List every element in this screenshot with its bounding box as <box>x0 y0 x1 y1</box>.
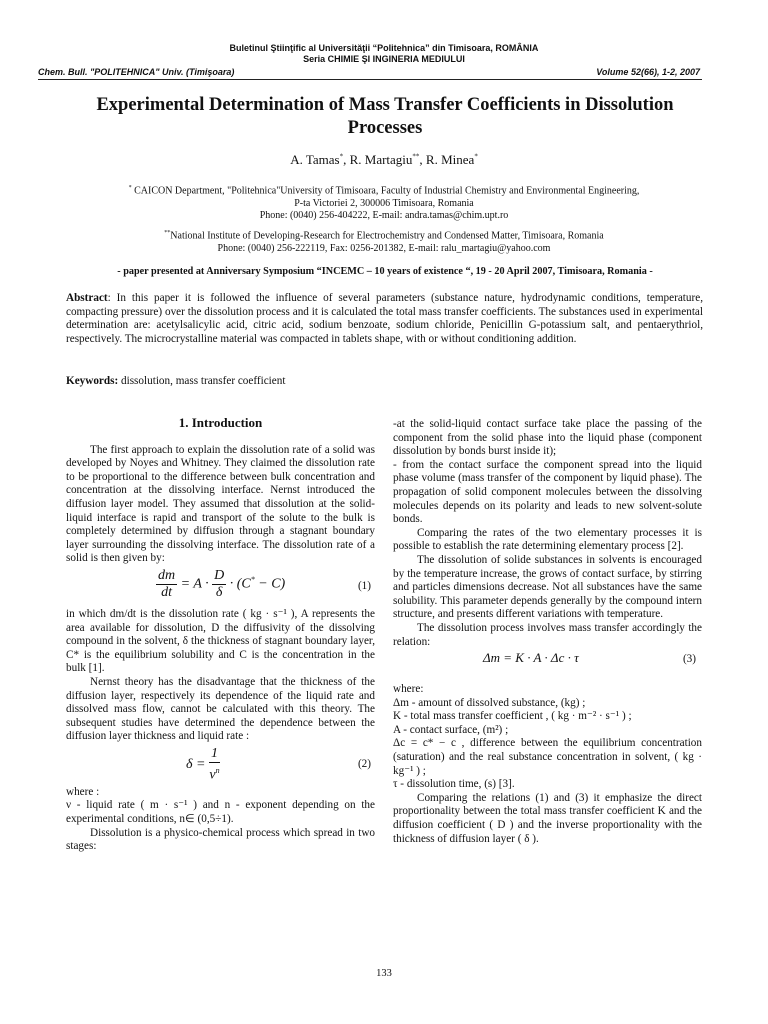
keywords-text: dissolution, mass transfer coefficient <box>118 375 286 387</box>
paper-title: Experimental Determination of Mass Transfer Coefficients in Dissolution Processes <box>96 95 674 138</box>
header-divider <box>38 79 702 80</box>
paragraph: Dissolution is a physico-chemical process which spread in two stages: <box>66 826 375 853</box>
abstract-text: : In this paper it is followed the influence of several parameters (substance nature, hydrodynamic conditions, temperature, compacting pressure) over the dissolution process and it is calculated the total mass transfer coefficients. The substances used in experimental determination are: acetylsalicylic acid, citric acid, sodium benzoate, sodium chloride, Penicillin G-potassium salt, and pentaerythriol, respectively. The microcrystalline material was compacted in tablets shape, with or without conditioning addition. <box>66 292 703 345</box>
affiliation-mark: ** <box>164 230 171 236</box>
journal-name: Chem. Bull. "POLITEHNICA" Univ. (Timişoara) <box>38 67 235 77</box>
abstract-label: Abstract <box>66 292 108 304</box>
paragraph: in which dm/dt is the dissolution rate ( kg · s⁻¹ ), A represents the area available for dissolution, D the diffusivity of the dissolving compound in the solvent, δ the thickness of stagnant boundary layer, C* is the equilibrium solubility and C is the concentration in the bulk [1]. <box>66 607 375 675</box>
paragraph: -at the solid-liquid contact surface take place the passing of the component from the solid phase into the liquid phase (component dissolution by bonds burst inside it); <box>393 418 702 458</box>
equation-2 <box>66 746 375 784</box>
author-list: A. Tamas*, R. Martagiu**, R. Minea* <box>290 152 478 167</box>
affiliation-1 <box>50 182 718 223</box>
author-name: R. Martagiu <box>349 152 413 167</box>
affiliation-line: P-ta Victoriei 2, 300006 Timisoara, Romania <box>294 197 474 209</box>
author-mark: * <box>474 152 478 161</box>
paragraph: The dissolution of solide substances in solvents is encouraged by the temperature increase, the grows of contact surface, by stirring and particles dimensions decrease. Not all substances have the same solubility. This parameter depends generally by the compound intern structure, and presents different variations with temperature. <box>393 553 702 621</box>
definition: τ - dissolution time, (s) [3]. <box>393 778 515 791</box>
equation-3 <box>393 651 702 671</box>
definition: Δc = c* − c , difference between the equilibrium concentration (saturation) and the real substance concentration in solvent, ( kg · kg⁻¹ ) ; <box>393 737 702 777</box>
journal-volume: Volume 52(66), 1-2, 2007 <box>596 67 700 77</box>
affiliation-line: CAICON Department, "Politehnica"University of Timisoara, Faculty of Industrial Chemistry and Environmental Engineering, <box>134 185 640 197</box>
right-column <box>393 418 702 846</box>
equation-number: (2) <box>357 757 371 770</box>
equation-number: (1) <box>357 579 371 592</box>
definition: K - total mass transfer coefficient , ( kg · m⁻² · s⁻¹ ) ; <box>393 710 632 723</box>
equation-body: Δm = K · A · Δc · τ <box>483 650 579 666</box>
author-name: A. Tamas <box>290 152 340 167</box>
equation-body: $\frac{dm}{dt}$ = A · $\frac{D}{\delta}$ · (C* − C) <box>158 567 286 600</box>
affiliation-mark: * <box>128 185 132 191</box>
journal-header-line1: Buletinul Ştiinţific al Universităţii “Politehnica” din Timisoara, ROMÂNIA <box>229 43 539 53</box>
equation-number: (3) <box>682 653 696 666</box>
abstract <box>66 292 703 346</box>
equation-body: δ = $\frac{1}{\nu^n}$ <box>186 745 220 783</box>
paragraph: Comparing the relations (1) and (3) it emphasize the direct proportionality between the total mass transfer coefficient K and the diffusion coefficient ( D ) and the inverse proportionality with the thickness of diffusion layer ( δ ). <box>393 791 702 845</box>
page-number: 133 <box>376 968 392 979</box>
affiliation-contact: Phone: (0040) 256-404222, E-mail: andra.tamas@chim.upt.ro <box>259 210 509 222</box>
author-mark: * <box>339 152 344 161</box>
keywords <box>66 375 703 387</box>
definition: A - contact surface, (m²) ; <box>393 723 509 736</box>
paragraph: - from the contact surface the component spread into the liquid phase volume (mass transfer of the component by liquid phase). The propagation of solid component molecules between the dissolving molecules depends on its polarity and leads to new solvent-solute bonds. <box>393 458 702 526</box>
paragraph: ν - liquid rate ( m · s⁻¹ ) and n - exponent depending on the experimental conditions, n∈ (0,5÷1). <box>66 799 375 826</box>
equation-1 <box>66 568 375 606</box>
affiliation-line: National Institute of Developing-Research for Electrochemistry and Condensed Matter, Timisoara, Romania <box>170 230 604 242</box>
paragraph: The first approach to explain the dissolution rate of a solid was developed by Noyes and Whitney. They claimed the dissolution rate to be proportional to the difference between bulk concentration and concentration at the dissolving interface. Nernst introduced the diffusion layer model. They assumed that dissolution at the solid-liquid interface is rapid and transport of the solute to the bulk is completely determined by diffusion through a stagnant boundary layer surrounding the dissolving interface. The dissolution rate of a solid is then given by: <box>66 443 375 565</box>
where-label: where: <box>393 683 424 696</box>
where-label: where : <box>66 785 100 798</box>
paragraph: Comparing the rates of the two elementary processes it is possible to establish the rate determining elementary process [2]. <box>393 526 702 553</box>
left-column <box>66 414 375 854</box>
section-title: 1. Introduction <box>178 415 263 430</box>
keywords-label: Keywords: <box>66 375 119 387</box>
journal-header-line2: Seria CHIMIE ŞI INGINERIA MEDIULUI <box>303 54 465 64</box>
paragraph: Nernst theory has the disadvantage that the thickness of the diffusion layer, respectively its dependence of the liquid rate and dissolved mass flow, cannot be calculated with this theory. The subsequent studies have determined the dependence between the diffusion layer thickness and liquid rate : <box>66 675 375 743</box>
author-mark: ** <box>412 152 420 161</box>
paragraph: The dissolution process involves mass transfer accordingly the relation: <box>393 621 702 648</box>
affiliation-2 <box>50 227 718 255</box>
affiliation-contact: Phone: (0040) 256-222119, Fax: 0256-201382, E-mail: ralu_martagiu@yahoo.com <box>217 242 551 254</box>
author-name: R. Minea <box>425 152 475 167</box>
symposium-note: - paper presented at Anniversary Symposium “INCEMC – 10 years of existence “, 19 - 20 April 2007, Timisoara, Romania - <box>117 266 653 277</box>
definition: Δm - amount of dissolved substance, (kg) ; <box>393 696 586 709</box>
